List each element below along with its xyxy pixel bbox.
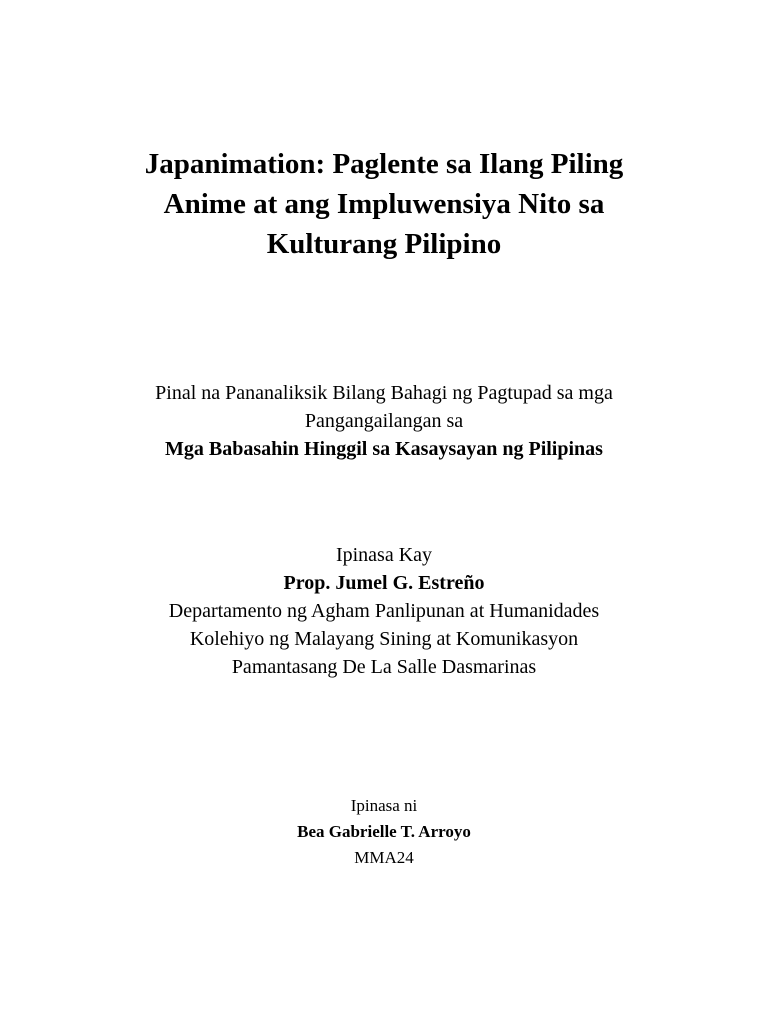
author-section: MMA24	[354, 848, 414, 867]
submission-statement	[0, 379, 768, 463]
adviser-name: Prop. Jumel G. Estreño	[283, 572, 485, 594]
adviser-block	[0, 541, 768, 681]
author-name: Bea Gabrielle T. Arroyo	[297, 822, 471, 841]
course-name: Mga Babasahin Hinggil sa Kasaysayan ng Pilipinas	[165, 438, 603, 460]
adviser-label: Ipinasa Kay	[335, 544, 433, 566]
author-block	[0, 793, 768, 871]
submission-line-1: Pinal na Pananaliksik Bilang Bahagi ng Pagtupad sa mga	[155, 382, 613, 404]
title-line-1: Japanimation: Paglente sa Ilang Piling	[144, 148, 624, 180]
title-line-3: Kulturang Pilipino	[266, 228, 502, 260]
department-name: Departamento ng Agham Panlipunan at Humanidades	[168, 600, 600, 622]
university-name: Pamantasang De La Salle Dasmarinas	[231, 656, 537, 678]
author-label: Ipinasa ni	[350, 796, 418, 815]
document-title	[0, 144, 768, 264]
college-name: Kolehiyo ng Malayang Sining at Komunikasyon	[189, 628, 579, 650]
title-line-2: Anime at ang Impluwensiya Nito sa	[163, 188, 605, 220]
submission-line-2: Pangangailangan sa	[304, 410, 464, 432]
